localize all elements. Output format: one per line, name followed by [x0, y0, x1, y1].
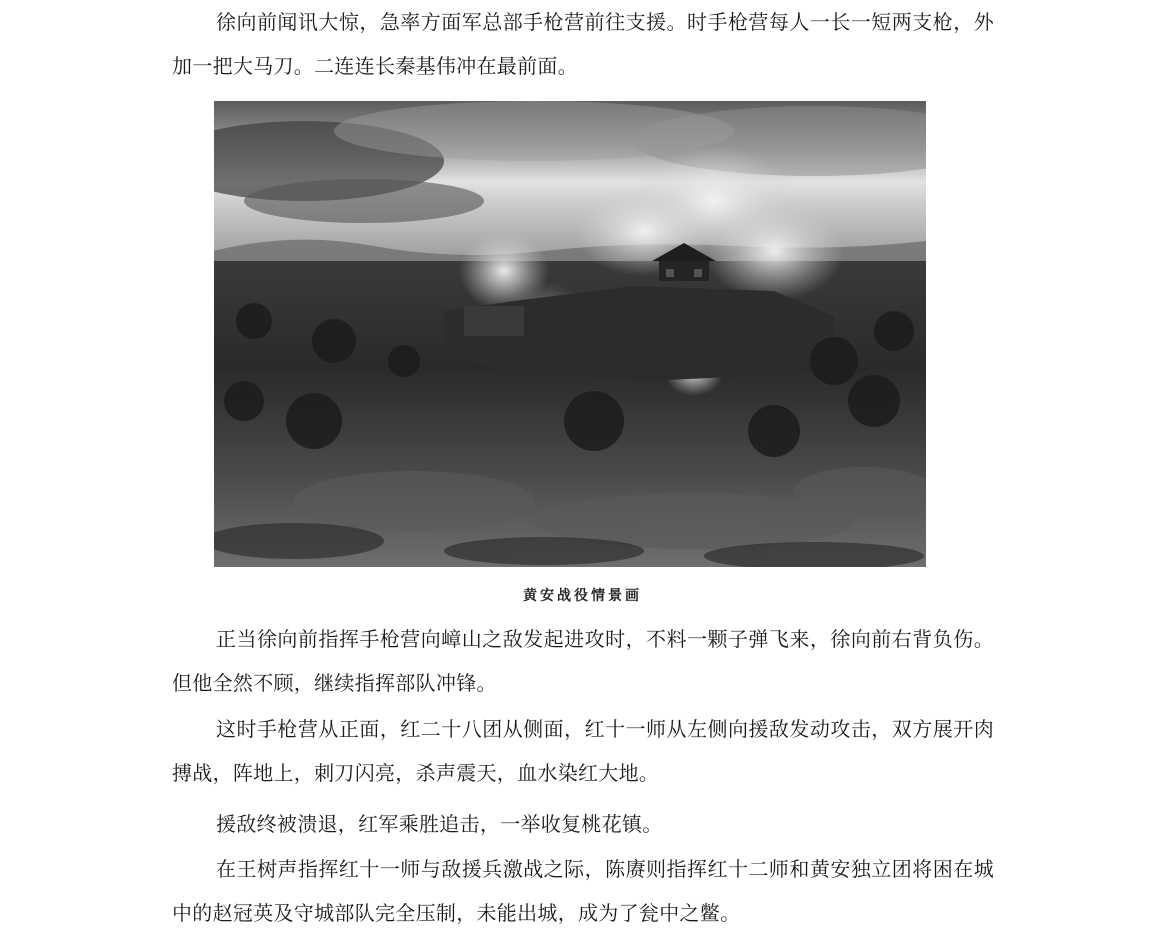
paragraph-5: 在王树声指挥红十一师与敌援兵激战之际，陈赓则指挥红十二师和黄安独立团将困在城中的赵冠英及守城部队完全压制，未能出城，成为了瓮中之鳖。	[172, 857, 994, 925]
paragraph-1: 徐向前闻讯大惊，急率方面军总部手枪营前往支援。时手枪营每人一长一短两支枪，外加一把大马刀。二连连长秦基伟冲在最前面。	[172, 10, 994, 78]
paragraph-3: 这时手枪营从正面，红二十八团从侧面，红十一师从左侧向援敌发动攻击，双方展开肉搏战，阵地上，刺刀闪亮，杀声震天，血水染红大地。	[172, 717, 994, 785]
paragraph-4: 援敌终被溃退，红军乘胜追击，一举收复桃花镇。	[216, 812, 663, 836]
paragraph-2: 正当徐向前指挥手枪营向嶂山之敌发起进攻时，不料一颗子弹飞来，徐向前右背负伤。但他全然不顾，继续指挥部队冲锋。	[172, 627, 994, 695]
figure-caption: 黄安战役情景画	[523, 588, 642, 604]
battle-painting-image	[214, 101, 926, 567]
